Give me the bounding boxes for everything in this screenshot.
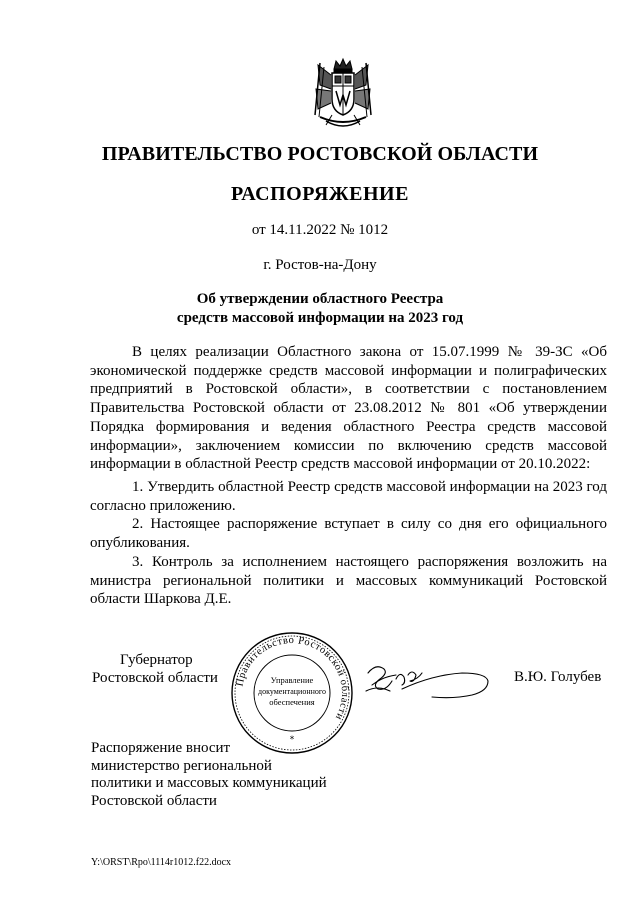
order-item-3: 3. Контроль за исполнением настоящего распоряжения возложить на министра региональной политики и массовых коммуникаций Ростовской области Шаркова Д.Е. bbox=[90, 553, 607, 608]
document-subject bbox=[0, 290, 640, 328]
preamble-paragraph: В целях реализации Областного закона от 15.07.1999 № 39-ЗС «Об экономической поддержке средств массовой информации и полиграфических предприятий в Ростовской области», в соответствии с постановлением Правительства Ростовской области от 23.08.2012 № 801 «Об утверждении Порядка формирования и ведения областного Реестра средств массовой информации», заключением комиссии по включению средств массовой информации в областной Реестр средств массовой информации от 20.10.2022: bbox=[90, 344, 607, 473]
document-city: г. Ростов-на-Дону bbox=[263, 257, 377, 273]
signatory-title-line-1: Губернатор bbox=[120, 652, 193, 668]
seal-center-line-2: документационного bbox=[258, 687, 326, 696]
order-item-1: 1. Утвердить областной Реестр средств массовой информации на 2023 год согласно приложению. bbox=[90, 479, 607, 514]
signatory-title bbox=[92, 651, 218, 687]
submitted-by bbox=[91, 740, 327, 810]
order-item-2: 2. Настоящее распоряжение вступает в силу со дня его официального опубликования. bbox=[90, 516, 607, 552]
preamble bbox=[90, 343, 607, 474]
submitted-by-line-2: министерство региональной bbox=[91, 757, 272, 774]
organization-title: ПРАВИТЕЛЬСТВО РОСТОВСКОЙ ОБЛАСТИ bbox=[101, 143, 539, 165]
submitted-by-line-3: политики и массовых коммуникаций bbox=[91, 775, 327, 792]
handwritten-signature-icon bbox=[362, 655, 492, 705]
signatory-name: В.Ю. Голубев bbox=[514, 669, 602, 685]
file-path: Y:\ORST\Rpo\1114r1012.f22.docx bbox=[91, 857, 232, 868]
svg-text:*: * bbox=[289, 735, 295, 745]
subject-line-2: средств массовой информации на 2023 год bbox=[176, 310, 464, 326]
document-type: РАСПОРЯЖЕНИЕ bbox=[231, 183, 409, 205]
official-seal-icon bbox=[230, 631, 354, 755]
submitted-by-line-1: Распоряжение вносит bbox=[91, 740, 231, 756]
seal-center-line-1: Управление bbox=[270, 675, 314, 685]
order-items bbox=[90, 478, 607, 609]
seal-ring-text: Правительство Ростовской области bbox=[234, 634, 351, 722]
submitted-by-line-4: Ростовской области bbox=[91, 792, 217, 809]
signatory-title-line-2: Ростовской области bbox=[92, 670, 218, 686]
subject-line-1: Об утверждении областного Реестра bbox=[196, 291, 444, 307]
document-date-number: от 14.11.2022 № 1012 bbox=[251, 222, 389, 238]
seal-center-line-3: обеспечения bbox=[269, 697, 315, 707]
coat-of-arms-icon bbox=[312, 55, 374, 133]
